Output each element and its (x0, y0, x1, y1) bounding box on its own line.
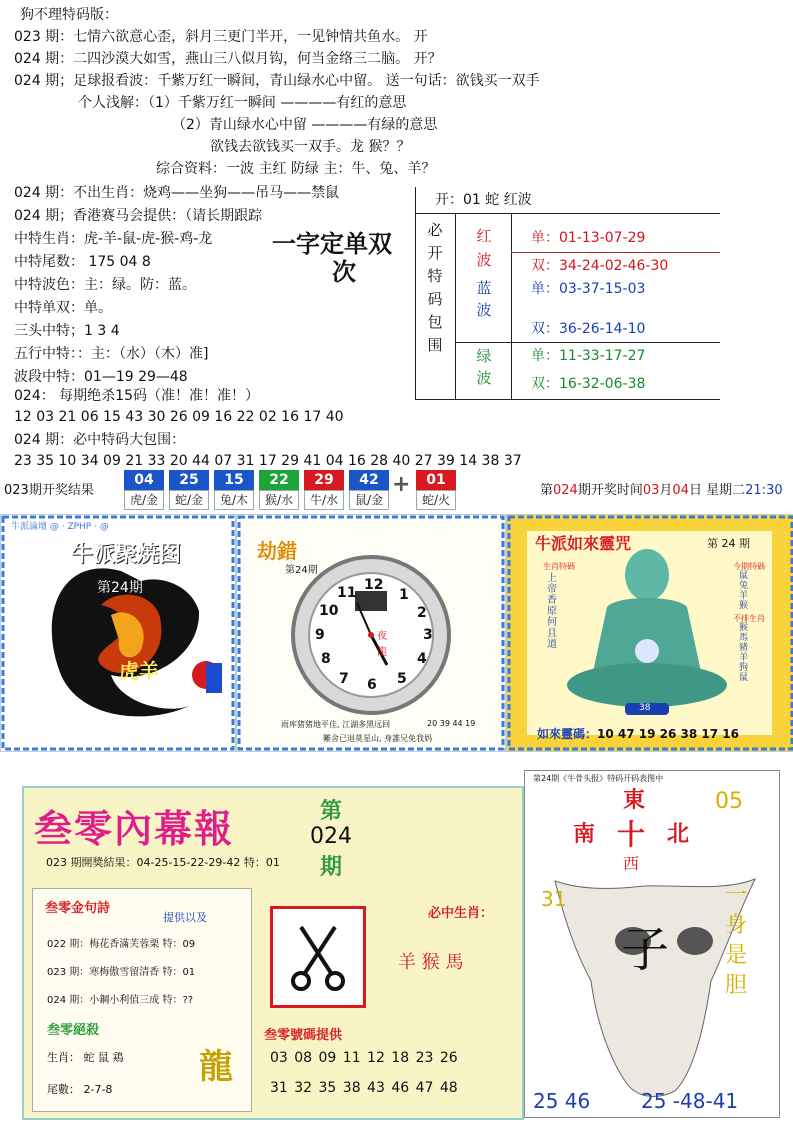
clock-number: 2 (417, 605, 427, 621)
hkjc-line: 024 期；香港赛马会提供：（请长期跟踪 (14, 208, 263, 224)
skull-bottom: 西 (623, 854, 640, 873)
table-divider (415, 399, 720, 400)
poem-024: 024 期：小鋼小利值三成 特：?? (47, 995, 194, 1006)
green-even: 双：16-32-06-38 (531, 376, 646, 392)
side-char: 包 (427, 313, 443, 331)
result-strip (0, 470, 793, 512)
result-ball (349, 470, 389, 510)
buddha-badge: 38 (639, 703, 651, 713)
special-ball (416, 470, 456, 510)
green-odd: 单：11-33-17-27 (531, 348, 646, 364)
ball-number: 01 (416, 470, 456, 490)
summary-line: 综合资料：一波 主红 防绿 主：牛、兔、羊？ (156, 161, 436, 177)
football-line: 024 期；足球报看波：千紫万红一瞬间，青山绿水心中留。 送一句话：欲钱买一双手 (14, 73, 540, 89)
buddha-left-title: 生肖特碼 (543, 562, 575, 571)
buddha-left-col: 上帝香原何且道 (547, 573, 557, 650)
clock-number: 4 (417, 651, 427, 667)
next-draw: 第024期开奖时间03月04日 星期二21:30 (540, 483, 783, 498)
skull-cross: 十 (617, 818, 646, 851)
skull-num-tr: 05 (715, 789, 743, 814)
blue-wave-label: 波 (476, 301, 492, 319)
buddha-right-col: 猴馬豬羊狗鼠 (739, 623, 749, 683)
clock-number: 5 (397, 671, 407, 687)
skull-right: 北 (667, 822, 690, 847)
skull-bottom-left: 25 46 (533, 1089, 591, 1113)
red-odd: 单：01-13-07-29 (531, 230, 646, 246)
range-pick: 波段中特：01—19 29—48 (14, 369, 188, 385)
clock-footer-1: 雨库猪猪地平佳, 江湖多黑远回 (281, 720, 391, 729)
picks-tail: 尾數： 2-7-8 (47, 1083, 113, 1096)
cover-title: 024 期：必中特码大包围： (14, 432, 186, 448)
red-even: 双：34-24-02-46-30 (531, 258, 669, 274)
skull-banner: 第24期《牛骨头报》特码开码表图中 (533, 774, 664, 783)
tail-pick: 中特尾数： 175 04 8 (14, 254, 151, 270)
codes-row-1: 03 08 09 11 12 18 23 26 (270, 1050, 458, 1066)
head-pick: 三头中特；1 3 4 (14, 323, 120, 339)
ball-number: 25 (169, 470, 209, 490)
ball-zodiac: 蛇/金 (169, 490, 209, 510)
clock-number: 12 (364, 577, 384, 593)
result-ball (259, 470, 299, 510)
zodiac-pick: 中特生肖：虎-羊-鼠-虎-猴-鸡-龙 (14, 231, 213, 247)
result-ball (304, 470, 344, 510)
ball-number: 29 (304, 470, 344, 490)
buddha-right-title: 今期特碼 (733, 562, 765, 571)
report-issue-post: 期 (320, 855, 343, 880)
must-title: 必中生肖： (428, 906, 494, 921)
codes-title: 叁零號碼提供 (264, 1028, 343, 1043)
clock-number: 3 (423, 627, 433, 643)
panel-buddha (506, 514, 793, 752)
buddha-title: 牛派如來靈咒 (535, 534, 632, 553)
color-pick: 中特波色：主：绿。防：蓝。 (14, 277, 196, 293)
green-wave-label: 波 (476, 369, 492, 387)
flame-hint: 虎羊 (119, 659, 159, 683)
analysis-line-3: 欲钱去欲钱买一双手。龙 猴？？ (210, 139, 411, 155)
clock-title: 劫錯 (257, 539, 297, 563)
clock-number: 8 (321, 651, 331, 667)
clock-center-char: 夜 (377, 631, 387, 642)
poem-box-sub: 提供以及 (163, 911, 207, 924)
oddeven-pick: 中特单双：单。 (14, 300, 112, 316)
skull-num-left: 31 (541, 887, 567, 911)
skull-scrawl: 子 (621, 922, 670, 978)
ball-zodiac: 蛇/火 (416, 490, 456, 510)
scissors-icon (273, 909, 363, 1005)
riddle-line-024: 024 期：二四沙漠大如雪，燕山三八似月钩，何当金络三二脑。 开？ (14, 51, 442, 67)
poem-022: 022 期：梅花香滿芙蓉栗 特：09 (47, 939, 196, 950)
ball-zodiac: 鼠/金 (349, 490, 389, 510)
kill-numbers: 12 03 21 06 15 43 30 26 09 16 22 02 16 17 40 (14, 409, 344, 425)
color-wave-table (415, 187, 720, 400)
clock-number: 9 (315, 627, 325, 643)
report-title: 叁零內幕報 (34, 807, 235, 851)
report-issue: 024 (310, 824, 352, 849)
ball-zodiac: 牛/水 (304, 490, 344, 510)
buddha-right-top: 鼠兔羊猴 (739, 571, 749, 611)
report-last-result: 023 期開獎結果：04-25-15-22-29-42 特：01 (46, 856, 280, 869)
clock-number: 7 (339, 671, 349, 687)
poem-box (32, 888, 252, 1112)
panel-skull (524, 770, 780, 1118)
single-double-stamp-2: 次 (332, 257, 356, 286)
flame-watermark: 牛派論壇 @ · ZPHP · @ (11, 522, 109, 532)
clock-footer-nums: 20 39 44 19 (427, 719, 476, 728)
poem-box-title: 叁零金句詩 (45, 901, 111, 916)
plus-sign: + (392, 472, 411, 497)
side-char: 围 (427, 336, 443, 354)
ball-number: 15 (214, 470, 254, 490)
result-label: 023期开奖结果 (4, 483, 94, 498)
kill-title: 024： 每期绝杀15码（准！准！准！） (14, 388, 259, 404)
analysis-line-2: （2）青山绿水心中留 ————有绿的意思 (172, 117, 438, 133)
open-result: 开：01 蛇 红波 (435, 192, 532, 208)
panel-inside-report (22, 786, 524, 1120)
clock-number: 10 (319, 603, 339, 619)
table-border (415, 187, 416, 400)
blue-wave-label: 蓝 (476, 279, 492, 297)
clock-footer-2: 難舍已退莫星山, 身誰兄免我妈 (323, 734, 433, 743)
report-issue-pre: 第 (320, 799, 343, 824)
ball-number: 04 (124, 470, 164, 490)
skull-top: 東 (623, 788, 646, 813)
flame-issue: 第24期 (97, 580, 143, 596)
flame-title: 牛派聚焼图 (71, 542, 182, 567)
result-ball (214, 470, 254, 510)
green-wave-label: 绿 (476, 347, 492, 365)
side-char: 开 (427, 244, 443, 262)
clock-issue: 第24期 (285, 565, 318, 576)
table-divider (455, 342, 720, 343)
ball-zodiac: 兔/木 (214, 490, 254, 510)
buddha-issue: 第 24 期 (707, 537, 750, 550)
panel-flame-chart (0, 514, 236, 752)
table-divider (511, 252, 720, 253)
cover-numbers: 23 35 10 34 09 21 33 20 44 07 31 17 29 41 04 16 28 40 27 39 14 38 37 (14, 453, 522, 469)
picks-zodiac: 生肖： 蛇 鼠 鶏 (47, 1051, 124, 1064)
page-title: 狗不理特码版： (20, 7, 118, 23)
panel-zodiac-clock (236, 514, 506, 752)
skull-bottom-right: 25 -48-41 (641, 1089, 739, 1113)
side-char: 码 (427, 290, 443, 308)
table-border (455, 213, 456, 400)
ball-zodiac: 虎/金 (124, 490, 164, 510)
single-double-stamp: 一字定单双 (272, 229, 392, 258)
blue-odd: 单：03-37-15-03 (531, 281, 646, 297)
clock-number: 1 (399, 587, 409, 603)
analysis-line-1: 个人浅解：（1）千紫万红一瞬间 ————有红的意思 (78, 95, 407, 111)
table-divider (415, 213, 720, 214)
riddle-line-023: 023 期：七情六欲意心歪，斜月三更门半开，一见钟情共鱼水。 开 (14, 29, 428, 45)
ball-number: 22 (259, 470, 299, 490)
blue-even: 双：36-26-14-10 (531, 321, 646, 337)
ball-number: 42 (349, 470, 389, 490)
skull-vertical: 一身是胆 (725, 883, 748, 998)
clock-number: 6 (367, 677, 377, 693)
clock-number: 11 (337, 585, 357, 601)
red-wave-label: 红 (476, 227, 492, 245)
result-ball (124, 470, 164, 510)
side-char: 特 (427, 267, 443, 285)
must-zodiac: 羊 猴 馬 (398, 952, 464, 973)
ball-zodiac: 猴/水 (259, 490, 299, 510)
buddha-mantra: 如來靈碼：10 47 19 26 38 17 16 (537, 727, 739, 741)
codes-row-2: 31 32 35 38 43 46 47 48 (270, 1080, 458, 1096)
skull-left: 南 (573, 822, 596, 847)
poem-023: 023 期：寒梅傲雪留清香 特：01 (47, 967, 196, 978)
no-zodiac-line: 024 期：不出生肖：烧鸡——坐狗——吊马——禁鼠 (14, 185, 340, 201)
result-ball (169, 470, 209, 510)
picks-title: 叁零絕殺 (47, 1023, 100, 1038)
scissors-box (270, 906, 366, 1008)
buddha-right-mid: 不排生肖 (733, 614, 765, 623)
element-pick: 五行中特：：主：（水）（木）准] (14, 346, 209, 362)
red-wave-label: 波 (476, 251, 492, 269)
table-border (511, 213, 512, 400)
clock-center-char: 龍 (377, 647, 387, 658)
side-char: 必 (427, 221, 443, 239)
dragon-stamp: 龍 (199, 1047, 233, 1087)
